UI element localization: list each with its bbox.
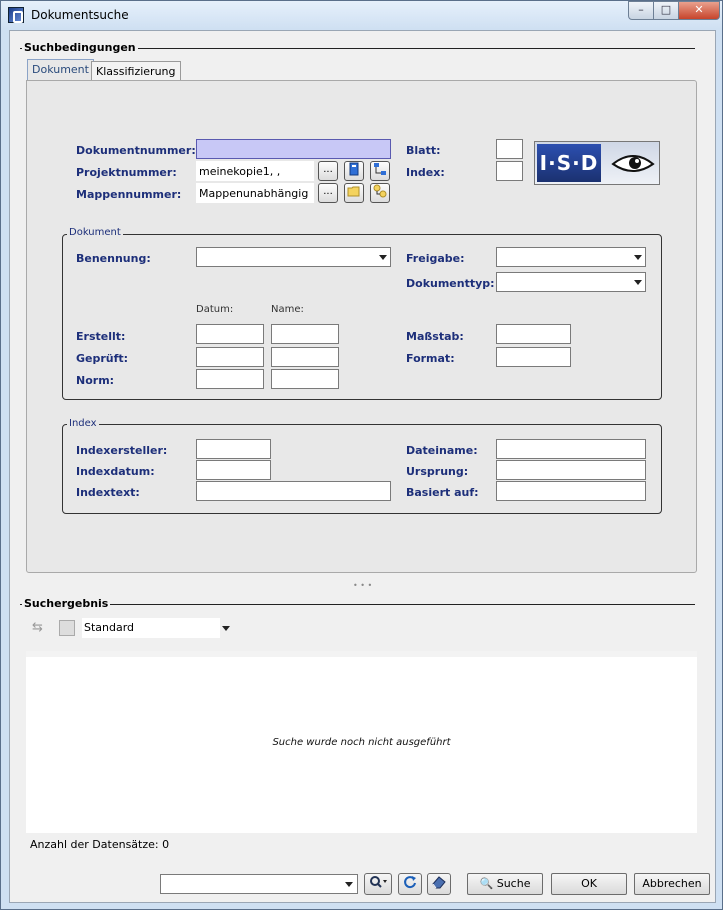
indexdatum-input[interactable]: [196, 460, 271, 480]
format-input[interactable]: [496, 347, 571, 367]
basiert-auf-input[interactable]: [496, 481, 646, 501]
ursprung-input[interactable]: [496, 460, 646, 480]
projektnummer-input[interactable]: meinekopie1, ,: [196, 161, 314, 181]
indexdatum-label: Indexdatum:: [76, 465, 155, 478]
app-icon: [8, 7, 24, 23]
ok-button[interactable]: OK: [551, 873, 627, 895]
cancel-button[interactable]: Abbrechen: [634, 873, 710, 895]
search-button-label: Suche: [496, 877, 531, 890]
search-button[interactable]: [467, 873, 543, 895]
mappe-structure-icon[interactable]: [370, 183, 390, 203]
results-list[interactable]: [26, 651, 697, 833]
mappe-browse-button[interactable]: ...: [318, 183, 338, 203]
norm-label: Norm:: [76, 374, 115, 387]
export-icon[interactable]: [59, 620, 75, 636]
minimize-button[interactable]: –: [628, 1, 654, 20]
norm-datum-input[interactable]: [196, 369, 264, 389]
massstab-label: Maßstab:: [406, 330, 464, 343]
isd-logo: [534, 141, 660, 185]
blatt-label: Blatt:: [406, 144, 441, 157]
geprueft-datum-input[interactable]: [196, 347, 264, 367]
eye-icon: [611, 152, 655, 176]
norm-name-input[interactable]: [271, 369, 339, 389]
mappe-folder-icon[interactable]: [344, 183, 364, 203]
indextext-input[interactable]: [196, 481, 391, 501]
client-area: [9, 30, 716, 903]
freigabe-select[interactable]: [496, 247, 646, 267]
title-bar: [1, 1, 722, 29]
splitter-handle[interactable]: • • •: [353, 581, 373, 590]
geprueft-name-input[interactable]: [271, 347, 339, 367]
datum-header: Datum:: [196, 304, 234, 315]
view-select[interactable]: Standard: [82, 618, 220, 638]
search-icon: 🔍: [479, 877, 494, 890]
results-title: Suchergebnis: [24, 597, 109, 610]
clear-button[interactable]: [427, 873, 451, 895]
dokument-frame-title: Dokument: [69, 227, 121, 238]
refresh-button[interactable]: [398, 873, 422, 895]
search-options-icon: [368, 874, 388, 890]
view-dropdown-icon[interactable]: [222, 626, 230, 631]
benennung-label: Benennung:: [76, 252, 151, 265]
dokumenttyp-select[interactable]: [496, 272, 646, 292]
erstellt-label: Erstellt:: [76, 330, 126, 343]
projekt-structure-icon[interactable]: [370, 161, 390, 181]
indexersteller-label: Indexersteller:: [76, 444, 168, 457]
benennung-select[interactable]: [196, 247, 391, 267]
empty-message: Suche wurde noch nicht ausgeführt: [272, 737, 451, 748]
index-frame-title: Index: [69, 418, 97, 429]
refresh-icon: [402, 874, 418, 890]
search-options-button[interactable]: [364, 873, 392, 895]
name-header: Name:: [271, 304, 304, 315]
projekt-browse-button[interactable]: ...: [318, 161, 338, 181]
dokumenttyp-label: Dokumenttyp:: [406, 277, 495, 290]
dateiname-label: Dateiname:: [406, 444, 478, 457]
indextext-label: Indextext:: [76, 486, 140, 499]
results-line: [20, 604, 695, 605]
erstellt-name-input[interactable]: [271, 324, 339, 344]
massstab-input[interactable]: [496, 324, 571, 344]
chevron-down-icon: [379, 255, 387, 260]
eraser-icon: [431, 874, 447, 890]
back-icon[interactable]: ⇆: [32, 620, 43, 635]
blatt-input[interactable]: [496, 139, 523, 159]
index-input[interactable]: [496, 161, 523, 181]
maximize-button[interactable]: □: [653, 1, 679, 20]
chevron-down-icon: [634, 280, 642, 285]
freigabe-label: Freigabe:: [406, 252, 465, 265]
chevron-down-icon: [634, 255, 642, 260]
dokumentnummer-label: Dokumentnummer:: [76, 144, 196, 157]
tab-panel-dokument: [26, 80, 697, 573]
close-button[interactable]: ✕: [678, 1, 720, 20]
projektnummer-label: Projektnummer:: [76, 166, 177, 179]
chevron-down-icon: [345, 882, 353, 887]
dateiname-input[interactable]: [496, 439, 646, 459]
isd-logo-text: I·S·D: [537, 144, 601, 182]
saved-search-select[interactable]: [160, 874, 358, 894]
search-conditions-title: Suchbedingungen: [24, 41, 136, 54]
tab-klassifizierung[interactable]: Klassifizierung: [91, 61, 181, 81]
record-count: Anzahl der Datensätze: 0: [30, 838, 170, 851]
erstellt-datum-input[interactable]: [196, 324, 264, 344]
tab-dokument[interactable]: Dokument: [27, 59, 94, 82]
window-title: Dokumentsuche: [31, 8, 129, 22]
index-label: Index:: [406, 166, 445, 179]
geprueft-label: Geprüft:: [76, 352, 129, 365]
indexersteller-input[interactable]: [196, 439, 271, 459]
basiert-auf-label: Basiert auf:: [406, 486, 479, 499]
mappennummer-input[interactable]: Mappenunabhängig: [196, 183, 314, 203]
ursprung-label: Ursprung:: [406, 465, 469, 478]
dokumentnummer-input[interactable]: [196, 139, 391, 159]
projekt-open-icon[interactable]: [344, 161, 364, 181]
mappennummer-label: Mappennummer:: [76, 188, 182, 201]
format-label: Format:: [406, 352, 455, 365]
